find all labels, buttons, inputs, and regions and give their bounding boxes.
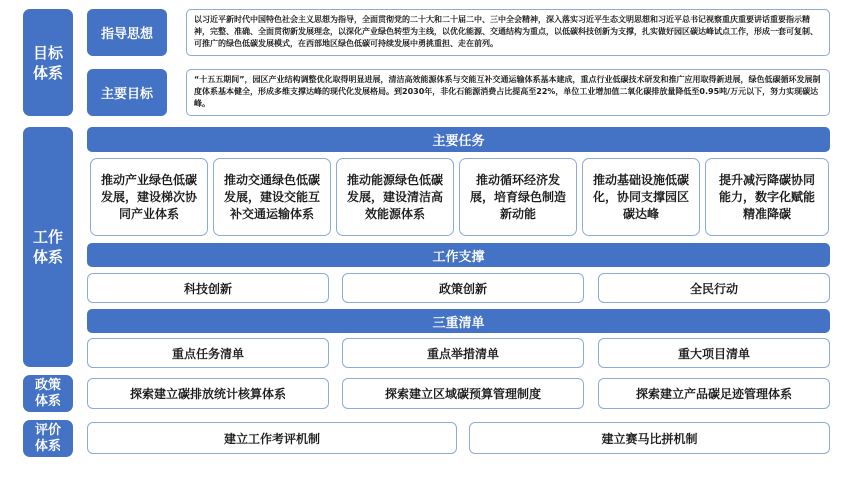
task-card-6-text: 提升减污降碳协同能力，数字化赋能精准降碳	[718, 172, 815, 221]
task-card-4	[459, 158, 577, 236]
main-target-label-text: 主要目标	[100, 87, 153, 102]
task-card-3-text: 推动能源绿色低碳发展，建设清洁高效能源体系	[346, 172, 443, 221]
list-item-3-text: 重大项目清单	[677, 346, 750, 361]
list-item-2-text: 重点举措清单	[426, 346, 499, 361]
list-item-3	[598, 338, 830, 368]
main-target-text	[186, 69, 830, 116]
policy-item-2-text: 探索建立区域碳预算管理制度	[384, 387, 541, 401]
guiding-thought-label	[87, 9, 167, 56]
lists-header-text: 三重清单	[432, 315, 485, 331]
evaluation-item-2	[469, 422, 830, 454]
evaluation-item-1-text: 建立工作考评机制	[223, 431, 320, 446]
task-card-3	[336, 158, 454, 236]
list-item-1-text: 重点任务清单	[171, 346, 244, 361]
main-target-label	[87, 69, 167, 116]
evaluation-item-2-text: 建立赛马比拼机制	[601, 431, 698, 446]
main-target-body: “十五五期间”，园区产业结构调整优化取得明显进展，清洁高效能源体系与交能互补交通运输体系基本建成，重点行业低碳技术研发和推广应用取得新进展，绿色低碳循环发展制度体系基本健全，形成多维支撑达峰的现代化发展格局。到2030年，非化石能源消费占比提高至22%，单位工业增加值二氧化碳排放量降低至0.95吨/万元以下，努力实现碳达峰。	[194, 75, 821, 108]
section-label-evaluation	[23, 420, 73, 457]
section-label-goal	[23, 9, 73, 116]
policy-item-3-text: 探索建立产品碳足迹管理体系	[635, 387, 792, 401]
support-item-3	[598, 273, 830, 303]
task-card-6	[705, 158, 829, 236]
support-item-2	[342, 273, 584, 303]
task-card-2	[213, 158, 331, 236]
lists-header	[87, 309, 830, 333]
policy-item-1	[87, 378, 329, 409]
policy-item-3	[598, 378, 830, 409]
support-item-3-text: 全民行动	[689, 281, 738, 296]
section-label-policy	[23, 375, 73, 412]
support-header-text: 工作支撑	[432, 249, 485, 265]
task-card-1	[90, 158, 208, 236]
section-label-work	[23, 127, 73, 367]
list-item-1	[87, 338, 329, 368]
support-item-2-text: 政策创新	[438, 281, 487, 296]
guiding-thought-text	[186, 9, 830, 56]
list-item-2	[342, 338, 584, 368]
task-card-1-text: 推动产业绿色低碳发展，建设梯次协同产业体系	[100, 172, 197, 221]
task-card-4-text: 推动循环经济发展，培育绿色制造新动能	[469, 172, 566, 221]
task-card-5	[582, 158, 700, 236]
support-item-1-text: 科技创新	[183, 281, 232, 296]
task-card-5-text: 推动基础设施低碳化，协同支撑园区碳达峰	[592, 172, 689, 221]
evaluation-item-1	[87, 422, 457, 454]
tasks-header	[87, 127, 830, 152]
guiding-thought-label-text: 指导思想	[100, 27, 153, 42]
support-item-1	[87, 273, 329, 303]
section-label-work-text: 工作体系	[32, 228, 63, 266]
tasks-header-text: 主要任务	[432, 134, 485, 149]
task-card-2-text: 推动交通绿色低碳发展，建设交能互补交通运输体系	[223, 172, 320, 221]
policy-item-1-text: 探索建立碳排放统计核算体系	[129, 387, 286, 401]
section-label-evaluation-text: 评价体系	[34, 422, 61, 454]
guiding-thought-body: 以习近平新时代中国特色社会主义思想为指导，全面贯彻党的二十大和二十届二中、三中全会精神，深入落实习近平生态文明思想和习近平总书记视察重庆重要讲话重要指示精神，完整、准确、全面贯彻新发展理念，以深化产业绿色转型为主线，以优化能源、交通结构为重点，以低碳科技创新为支撑，扎实做好园区碳达峰试点工作，形成一套可复制、可推广的绿色低碳发展模式，在西部地区绿色低碳可持续发展中勇挑重担、走在前列。	[194, 15, 818, 48]
policy-item-2	[342, 378, 584, 409]
section-label-goal-text: 目标体系	[32, 43, 63, 82]
section-label-policy-text: 政策体系	[34, 377, 61, 409]
support-header	[87, 243, 830, 267]
